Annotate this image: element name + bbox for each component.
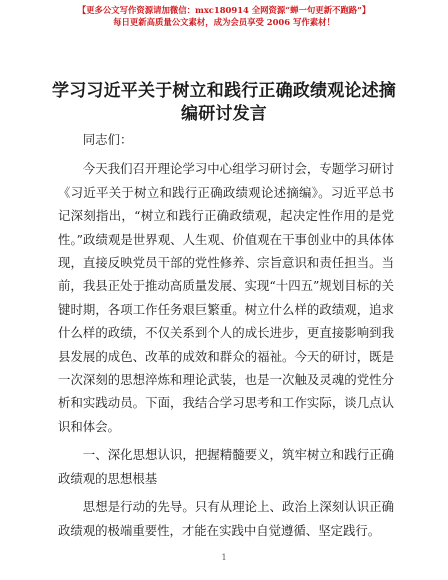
section-heading-1: 一、深化思想认识，把握精髓要义，筑牢树立和践行正确政绩观的思想根基 — [58, 447, 394, 486]
promo-watermark-line-1: 【更多公文写作资源请加微信：mxc180914 全网资源“蝉一句更新不跑路”】 — [77, 5, 371, 15]
paragraph-section-1: 思想是行动的先导。只有从理论上、政治上深刻认识正确政绩观的极端重要性，才能在实践中自觉遵循、坚定践行。 — [58, 499, 394, 538]
page-number: 1 — [221, 553, 227, 562]
document-title: 学习习近平关于树立和践行正确政绩观论述摘编研讨发言 — [52, 81, 396, 124]
paragraph-intro: 今天我们召开理论学习中心组学习研讨会，专题学习研讨《习近平关于树立和践行正确政绩观论述摘编》。习近平总书记深刻指出，“树立和践行正确政绩观，起决定性作用的是党性。”政绩观是世界观、人生观、价值观在干事创业中的具体体现，直接反映党员干部的党性修养、宗旨意识和责任担当。当前，我县正处于推动高质量发展、实现“十四五”规划目标的关键时期，各项工作任务艰巨繁重。树立什么样的政绩观，追求什么样的政绩，不仅关系到个人的成长进步，更直接影响到我县发展的成色、改革的成效和群众的福祉。今天的研讨，既是一次深刻的思想淬炼和理论武装，也是一次触及灵魂的党性分析和实践动员。下面，我结合学习思考和工作实际，谈几点认识和体会。 — [58, 161, 394, 434]
salutation: 同志们： — [82, 132, 133, 147]
promo-watermark-line-2: 每日更新高质量公文素材，成为会员享受 2006 写作素材！ — [113, 17, 335, 27]
document-body — [58, 128, 394, 542]
